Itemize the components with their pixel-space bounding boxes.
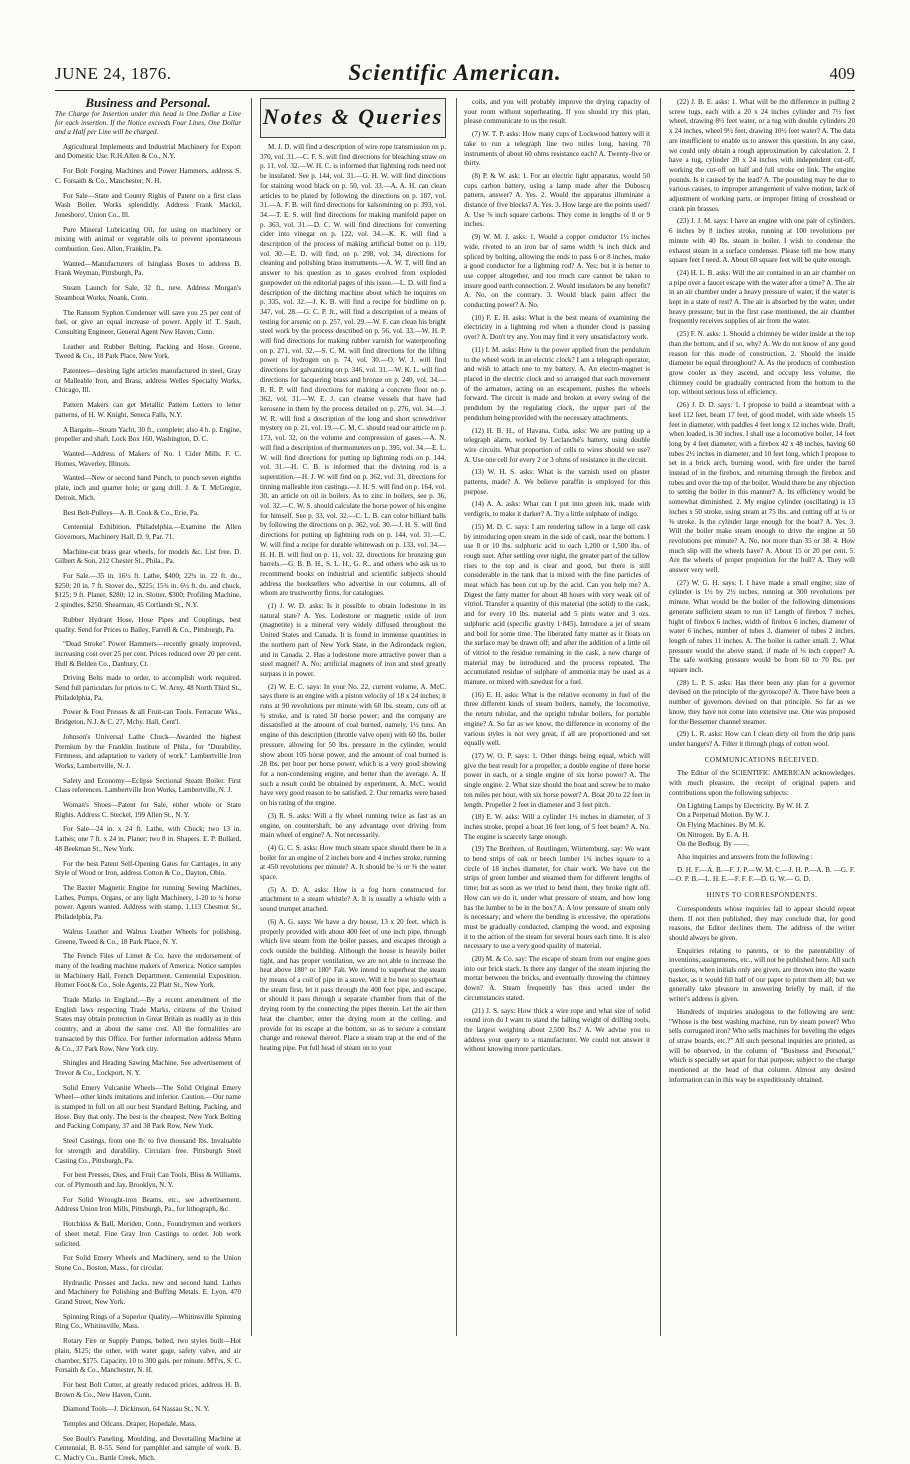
queries-column-3 bbox=[669, 98, 855, 1338]
insertion-notice: The Charge for Insertion under this head is One Dollar a Line for each insertion. If the Notice exceeds Four Lines, One Dollar and a Half per Line will be charged. bbox=[55, 109, 241, 136]
column-rule bbox=[251, 98, 252, 1336]
column-rule bbox=[660, 98, 661, 1336]
advertisement: The Ransom Syphon Condenser will save you 25 per cent of fuel, or give an equal increase of power. Apply it! T. Sault, Consulting Engineer, General Agent New Haven, Conn. bbox=[55, 308, 241, 336]
advertisement: Walrus Leather and Walrus Leather Wheels for polishing. Greene, Tweed & Co., 18 Park Place, N. Y. bbox=[55, 927, 241, 946]
newspaper-page bbox=[55, 60, 855, 1463]
advertisement: For Solid Wrought-iron Beams, etc., see advertisement. Address Union Iron Mills, Pittsburgh, Pa., for lithograph, &c. bbox=[55, 1195, 241, 1214]
advertisement: Agricultural Implements and Industrial Machinery for Export and Domestic Use. R.H.Allen & Co., N.Y. bbox=[55, 142, 241, 161]
advertisement: For Bolt Forging Machines and Power Hammers, address S. C. Forsaith & Co., Manchester, N. H. bbox=[55, 167, 241, 185]
query-entry: (21) J. S. says: How thick a wire rope and what size of solid round iron do I want to stand the falling weight of drilling tools, the largest weighing about 2,500 lbs.? A. We advise you to address your query to a manufacturer. We could not answer it without knowing more particulars. bbox=[464, 1006, 650, 1054]
business-personal-column bbox=[55, 95, 241, 1463]
notes-queries-banner: Notes & Queries bbox=[260, 98, 446, 138]
communications-intro: The Editor of the SCIENTIFIC AMERICAN acknowledges, with much pleasure, the receipt of original papers and contributions upon the following subjects: bbox=[669, 769, 855, 797]
query-entry: (17) W. O. P. says: 1. Other things being equal, which will give the best result for a propeller, a double engine of three horse power in each, or a single engine of six horse power? A. The single engine. 2. What size should the boat and screw be to make ten miles per hour, with six horse power? A. Boat 20 to 22 feet in length. Propeller 2 feet in diameter and 3 feet pitch. bbox=[464, 752, 650, 809]
advertisement: Steel Castings, from one lb. to five thousand lbs. Invaluable for strength and durability. Circulars free. Pittsburgh Steel Casting Co., Pittsburgh, Pa. bbox=[55, 1137, 241, 1165]
column-rule bbox=[456, 98, 457, 1336]
advertisement: For best Bolt Cutter, at greatly reduced prices, address H. B. Brown & Co., New Haven, Conn. bbox=[55, 1380, 241, 1399]
query-entry: coils, and you will probably improve the drying capacity of your room without superheating. If you should try this plan, please communicate to us the result. bbox=[464, 98, 650, 126]
advertisement: Safety and Economy—Eclipse Sectional Steam Boiler. First Class references. Lambertville Iron Works, Lambertville, N. J. bbox=[55, 776, 241, 795]
query-entry: (1) J. W. D. asks: Is it possible to obtain lodestone in its natural state? A. Yes. Lodestone or magnetic oxide of iron (magnetite) is a mineral very widely diffused throughout the United States and Canada. It is found in immense quantities in the northern part of New York State, in the Adirondack region, and in Canada. 2. Has a lodestone more attractive power than a steel magnet? A. No; artificial magnets of iron and steel greatly surpass it in power. bbox=[260, 602, 446, 678]
advertisement: See Boult's Paneling, Moulding, and Dovetailing Machine at Centennial, B. 8-55. Send for pamphlet and sample of work. B. C. Mach'y Co., Battle Creek, Mich. bbox=[55, 1434, 241, 1463]
queries-column-2 bbox=[464, 98, 650, 1338]
advertisement: "Dead Stroke" Power Hammers—recently greatly improved, increasing cost over 25 per cent. Prices reduced over 20 per cent. Hull & Belden Co., Danbury, Ct. bbox=[55, 640, 241, 668]
advertisement: Trade Marks in England.—By a recent amendment of the English laws respecting Trade Marks, citizens of the United States may obtain protection in Great Britain as readily as in this country, and at about the same cost. All the formalities are transacted by this Office. For further information address Munn & Co., 37 Park Row, New York city. bbox=[55, 996, 241, 1053]
query-entry: (18) E. W. asks: Will a cylinder 1½ inches in diameter, of 3 inches stroke, propel a boat 16 feet long, of 5 feet beam? A. No. The engine is scarcely large enough. bbox=[464, 813, 650, 841]
query-entry: (26) J. D. D. says: 1. I propose to build a steamboat with a keel 112 feet, beam 17 feet, of good model, with side wheels 15 feet in diameter, with paddles 4 feet long x 12 inches wide. Draft, when loaded, is 30 inches. I shall use a locomotive boiler, 14 feet long by 4 feet diameter, with a firebox 42 x 48 inches, having 60 tubes 2½ inches in diameter, and 10 feet long, which I propose to set in a brick arch, burning wood, with fire under the barrel instead of in the firebox, and returning through the firebox and tubes and over the top of the boiler. Would there be any objection to setting the boiler in this manner? A. Its efficiency would be somewhat diminished. 2. My engine cylinder (oscillating) is 13 inches x 50 stroke, using steam at 75 lbs. and cutting off at ¼ or ⅜ stroke. Is the cylinder large enough for the boat? A. Yes. 3. Will the boiler make steam enough to drive the engine at 50 revolutions per minute? A. No, not more than 35 or 38. 4. How much slip will the wheels have? A. About 15 or 20 per cent. 5. Are the wheels of proper proportion for the hull? A. They will answer very well. bbox=[669, 401, 855, 575]
advertisement: For Sale—State and County Rights of Patent on a first class Wash Boiler. Works splendidly. Address Frank Mackil, Jonesboro', Union Co., Ill. bbox=[55, 191, 241, 219]
page-number: 409 bbox=[829, 64, 855, 83]
advertisement: For the best Patent Self-Opening Gates for Carriages, in any Style of Wood or Iron, address Cotton & Co., Dayton, Ohio. bbox=[55, 859, 241, 878]
advertisement: Temples and Oilcans. Draper, Hopedale, Mass. bbox=[63, 1420, 197, 1429]
advertisement: Hydraulic Presses and Jacks, new and second hand. Lathes and Machinery for Polishing and Buffing Metals. E. Lyon, 470 Grand Street, New York. bbox=[55, 1278, 241, 1307]
advertisement: Pure Mineral Lubricating Oil, for using on machinery or mixing with animal or vegetable oils to prevent spontaneous combustion. Geo. Allen, Franklin, Pa. bbox=[55, 225, 241, 254]
query-entry: (22) J. B. E. asks: 1. What will be the difference in pulling 2 screw tugs, each with a 20 x 24 inches cylinder and 7½ feet wheel, drawing 8½ feet water, or a tug with double cylinders 20 x 24 inches, wheel 9½ feet, drawing 10½ feet water? A. The data are insufficient to enable us to answer this question. In any case, we could only obtain a rough approximation by calculation. 2. I have a tug, cylinder 20 x 24 inches with independent cut-off, working the cut-off on half and full stroke on link. The engine pounds. Is it caused by the lead? A. The pounding may be due to various causes, to improper arrangement of valve motion, lack of adjustment of working parts, or improper fitting of crosshead or crank pin brasses. bbox=[669, 98, 855, 213]
advertisement: Solid Emery Vulcanite Wheels—The Solid Original Emery Wheel—other kinds imitations and inferior. Caution.—Our name is stamped in full on all our best Standard Belting, Packing, and Hose. Buy that only. The best is the cheapest. New York Belting and Packing Company, 37 and 38 Park Row, New York. bbox=[55, 1083, 241, 1131]
query-entry: (29) L. R. asks: How can I clean dirty oil from the drip pans under hangers? A. Filter it through plugs of cotton wool. bbox=[669, 730, 855, 748]
query-entry: (25) F. N. asks: 1. Should a chimney be wider inside at the top than the bottom, and if so, why? A. We do not know of any good reason for this mode of construction. 2. Should the inside diameter be equal throughout? A. As the products of combustion grow cooler as they ascend, and occupy less volume, the chimney could be gradually contracted from the bottom to the top, without serious loss of efficiency. bbox=[669, 330, 855, 397]
query-entry: (10) F. E. H. asks: What is the best means of examining the electricity in a lightning rod when a thunder cloud is passing over? A. Don't try any. You may find it very unsatisfactory work. bbox=[464, 313, 650, 342]
hints-list bbox=[669, 905, 855, 1086]
query-entry: (19) The Brethren, of Reutlingen, Würtemburg, say: We want to bend strips of oak or beech lumber 1¾ inches square to a circle of 18 inches diameter, for chair work. We have cut the strips of green lumber and steamed them for different lengths of time; but as soon as we tried to bend them, they broke right off. How can we do it, under what pressure of steam, and how long has the lumber to be in the box? A. A low pressure of steam only is necessary; and where the bending is excessive, the operations must be gradually conducted, clamping the wood, and exposing it to the action of the steam for several hours each time. It is also necessary to use a very good quality of material. bbox=[464, 845, 650, 951]
query-list bbox=[260, 143, 446, 1054]
query-entry: (2) W. E. C. says: In your No. 22, current volume, A. McC. says there is an engine with a piston velocity of 18 x 24 inches; it runs at 90 revolutions per minute with 60 lbs. steam, cuts off at ¾ stroke, and is rated 50 horse power; and the company are dissatisfied at the amount of coal burned, namely, 1½ tuns. An engine of this description (throttle valve open) with 60 lbs. boiler pressure, allowing for 50 lbs. pressure in the cylinder, would show about 105 horse power, and the amount of coal burned is 28 lbs. per hour per horse power, which is a very good showing for a non-condensing engine, and better than the average. A. If such a result could be obtained by experiment, A. McC. would have very good reason to be satisfied. 2. Our remarks were based on his rating of the engine. bbox=[260, 682, 446, 808]
communication-item: On the Bedbug. By ——. bbox=[677, 840, 750, 849]
query-list bbox=[669, 98, 855, 750]
query-entry: (23) J. J. M. says: I have an engine with one pair of cylinders, 6 inches by 8 inches stroke, running at 100 revolutions per minute with 40 lbs. steam in boiler. I wish to condense the exhaust steam in a surface condenser. Please tell me how many square feet I need. A. About 60 square feet will be quite enough. bbox=[669, 217, 855, 265]
query-entry: (20) M. & Co. say: The escape of steam from our engine goes into our brick stack. Is there any danger of the steam injuring the mortar between the bricks, and eventually throwing the chimney down? A. Steam frequently has thus acted under the circumstances stated. bbox=[464, 955, 650, 1002]
query-entry: (7) W. T. P. asks: How many cups of Lockwood battery will it take to run a telegraph line two miles long, having 70 instruments of about 60 ohms resistance each? A. Twenty-five or thirty. bbox=[464, 130, 650, 168]
advertisement: Best Belt-Pulleys—A. B. Cook & Co., Erie, Pa. bbox=[63, 508, 199, 517]
advertisement: Machine-cut brass gear wheels, for models &c. List free. D. Gilbert & Son, 212 Chester St., Phila., Pa. bbox=[55, 547, 241, 566]
advertisement: Power & Foot Presses & all Fruit-can Tools. Ferracute Wks., Bridgeton, N.J. & C. 27, Mchy. Hall, Cent'l. bbox=[55, 708, 241, 727]
query-list bbox=[464, 98, 650, 1055]
communication-item: On Lighting Lamps by Electricity. By W. H. Z bbox=[677, 801, 809, 810]
communication-item: On Flying Machines. By M. K. bbox=[677, 820, 766, 829]
advertisement: Hotchkiss & Ball, Meriden, Conn., Foundrymen and workers of sheet metal. Fine Gray Iron Castings to order. Job work solicited. bbox=[55, 1220, 241, 1248]
communications-names: D. H. F.—A. B.—F. J. P.—W. M. C.—J. H. P.—A. B. —G. F.—O. P. B.—L. H. E.—F. F. F.—D. G. W.— G. D. bbox=[669, 865, 855, 884]
query-entry: (4) G. C. S. asks: How much steam space should there be in a boiler for an engine of 2 inches bore and 4 inches stroke, running at 450 revolutions per minute? A. It should be ¼ or ⅜ the water space. bbox=[260, 843, 446, 882]
hint-paragraph: Correspondents whose inquiries fail to appear should repeat them. If not then published, they may conclude that, for good reasons, the Editor declines them. The address of the writer should always be given. bbox=[669, 904, 855, 942]
advertisement: Wanted—Address of Makers of No. 1 Cider Mills. F. C. Homes, Waverley, Illinois. bbox=[55, 449, 241, 468]
masthead bbox=[55, 60, 855, 91]
advertisement: The French Files of Limet & Co. have the endorsement of many of the leading machine makers of America. Notice samples in Machinery Hall, French Department, Centennial Exposition. Homer Foot & Co., Sole Agents, 22 Platt St., New York. bbox=[55, 952, 241, 990]
advertisement: Rubber Hydrant Hose, Hose Pipes and Couplings, best quality. Send for Prices to Bailey, Farrell & Co., Pittsburgh, Pa. bbox=[55, 615, 241, 634]
advertisement: For Solid Emery Wheels and Machinery, send to the Union Stone Co., Boston, Mass., for circular. bbox=[55, 1254, 241, 1272]
query-entry: M. J. D. will find a description of wire rope transmission on p. 370, vol. 31.—C. F. S. will find directions for bleaching straw on p. 11, vol. 32.—W. H. C. is informed that lightning rods need not be insulated. See p. 144, vol. 31.—G. H. W. will find directions for staining wood black on p. 50, vol. 33.—A. A. H. can clean articles to be plated by following the directions on p. 187, vol. 31.—A. F. B. will find directions for kalsomining on p. 393, vol. 34.—T. E. S. will find directions for making manifold paper on p. 363, vol. 31.—D. C. W. will find directions for converting cider into vinegar on p. 122, vol. 34.—K. K. will find a description of the process of making artificial butter on p. 119, vol. 30.—E. D. will find, on p. 298, vol. 34, directions for cleaning and polishing brass instruments.—A. W. T. will find an answer to his question as to gases evolved from exploded gunpowder on the editorial pages of this issue.—L. D. will find a description of the ditching machine about which he inquires on p. 335, vol. 32.—J. K. B. will find a recipe for birdlime on p. 347, vol. 28.—G. C. P. Jr., will find a description of a means of testing for arsenic on p. 257, vol. 29.—W. F. can clean his bright steel work by the process described on p. 56, vol. 33.—W. H. P. will find directions for making rubber varnish for waterproofing on p. 271, vol. 32.—S. C. M. will find directions for the lifting power of hydrogen on p. 74, vol. 30.—O. W. J. will find directions for galvanizing on p. 346, vol. 31.—W. K. L. will find directions for lacquering brass and bronze on p. 240, vol. 34.—R. R. P. will find directions for making a concrete floor on p. 362, vol. 31.—W. E. J. can cleanse vessels that have had kerosene in them by the process detailed on p. 276, vol. 34.—J. W. R. will find a description of the long and short screwdriver mystery on p. 21, vol. 19.—C. M. C. should read our article on p. 173, vol. 32, on the volume and compression of gases.—A. N. will find a description of thermometers on p. 395, vol. 34.—E. L. W. will find directions for putting up lightning rods on p. 144, vol. 31.—H. C. B. is informed that the divining rod is a superstition.—H. J. W. will find on p. 362, vol. 31, directions for tinning malleable iron castings.—J. H. S. will find on p. 164, vol. 30, an article on oil in boilers. As to zinc in boilers, see p. 36, vol. 32.—C. W. S. should calculate the horse power of his engine for himself. See p. 33, vol. 32.—C. L. B. can color billiard balls by following the directions on p. 362, vol. 30.—J. H. S. will find directions for putting up lightning rods on p. 144, vol. 31.—C. W. will find a recipe for durable whitewash on p. 133, vol. 34.—H. H. B. will find on p. 11, vol. 32, directions for bronzing gun barrels.—G. B. B. H., S. L. H., G. R., and others who ask us to recommend books on industrial and scientific subjects should address the booksellers who advertise in our columns, all of whom are trustworthy firms, for catalogues. bbox=[260, 143, 446, 598]
advertisement: For Sale.—35 in. 16½ ft. Lathe, $400; 22¾ in. 22 ft. do., $250; 20 in. 7 ft. Stover do., $225; 15¾ in. 6¼ ft. do. and chuck, $125; 9 ft. Planer, $280; 12 in. Slotter, $300; Profiling Machine, 2 spindles, $250. Shearman, 45 Cortlandt St., N.Y. bbox=[55, 572, 241, 610]
advertisement: Centennial Exhibition, Philadelphia.—Examine the Allen Governors, Machinery Hall, D. 9, Par. 71. bbox=[55, 523, 241, 541]
advertisement: Pattern Makers can get Metallic Pattern Letters to letter patterns, of H. W. Knight, Seneca Falls, N.Y. bbox=[55, 401, 241, 419]
advertisement: Driving Belts made to order, to accomplish work required. Send full particulars for prices to C. W. Arny, 48 North Third St., Philadelphia, Pa. bbox=[55, 674, 241, 702]
query-entry: (24) H. L. B. asks: Will the air contained in an air chamber on a pipe over a faucet escape with the water after a time? A. The air in an air chamber under a heavy pressure of water, if the water is kept in a state of rest? A. The air is absorbed by the water, under heavy pressure; but in the first case mentioned, the air chamber frequently receives supplies of air from the water. bbox=[669, 268, 855, 326]
query-entry: (14) A. A. asks: What can I put into green ink, made with verdigris, to make it darker? A. Try a little sulphate of indigo. bbox=[464, 500, 650, 519]
hint-paragraph: Enquiries relating to patents, or to the patentability of inventions, assignments, etc., will not be published here. All such questions, when initials only are given, are thrown into the waste basket, as it would fill half of our paper to print them all; but we generally take pleasure in answering briefly by mail, if the writer's address is given. bbox=[669, 946, 855, 1004]
advertisement: Spinning Rings of a Superior Quality.—Whitinsville Spinning Ring Co., Whitinsville, Mass. bbox=[55, 1312, 241, 1331]
advertisement: Johnson's Universal Lathe Chuck—Awarded the highest Premium by the Franklin Institute of Phila., for "Durability, Firmness, and adaptation to variety of work." Lambertville Iron Works, Lambertville, N. J. bbox=[55, 732, 241, 770]
query-entry: (11) I. M. asks: How is the power applied from the pendulum to the wheel work in an electric clock? I am a telegraph operator, and wish to attach one to my battery. A. An electro-magnet is placed in the electric clock and so arranged that each movement of the armature, acting on an escapement, pushes the wheels forward. The circuit is made and broken at every swing of the pendulum by the regulating clock, the upper part of the pendulum being provided with the necessary attachments. bbox=[464, 345, 650, 422]
query-entry: (27) W. G. H. says: I. I have made a small engine; size of cylinder is 1½ by 2½ inches, running at 300 revolutions per minute. What would be the boiler of the following dimensions generate sufficient steam to run it? Length of firebox 7 inches, hight of firebox 6 inches, width of firebox 6 inches, diameter of water 6 inches, number of tubes 3, diameter of tubes 2 inches, length of tubes 11 inches. A. The boiler is rather small. 2. What pressure would the above stand, if made of ⅛ inch copper? A. The safe working pressure would be from 60 to 70 lbs. per square inch. bbox=[669, 578, 855, 675]
query-entry: (9) W. M. J. asks: 1. Would a copper conductor 1½ inches wide, riveted to an iron bar of same width ¼ inch thick and spliced by bolting, allowing the ends to pass 6 or 8 inches, make a good conductor for a lightning rod? A. Yes; but it is better to use copper altogether, and too much care cannot be taken to insure good earth connection. 2. Would insulators be any benefit? A. No, on the contrary. 3. Would black paint affect the conducting power? A. No. bbox=[464, 233, 650, 310]
communications-list bbox=[669, 802, 855, 851]
queries-column-1 bbox=[260, 98, 446, 1338]
publication-title: Scientific American. bbox=[348, 60, 562, 85]
query-entry: (8) P. & W. ask: 1. For an electric light apparatus, would 50 cups carbon battery, using a lamp made after the Duboscq pattern, answer? A. Yes. 2. Would the apparatus illuminate a distance of five blocks? A. Yes. 3. How large are the points used? A. Use ⅜ inch square carbons. They come in lengths of 8 or 9 inches. bbox=[464, 171, 650, 229]
advertisement-list bbox=[55, 143, 241, 1464]
query-entry: (12) H. B. H., of Havana, Cuba, asks: We are putting up a telegraph alarm, worked by Leclanché's battery, using double wire circuits. What proportion of cells to wires should we use? A. Use one cell for every 2 or 3 ohms of resistance in the circuit. bbox=[464, 426, 650, 464]
advertisement: Steam Launch for Sale, 32 ft., new. Address Morgan's Steamboat Works, Noank, Conn. bbox=[55, 284, 241, 302]
communications-also: Also inquiries and answers from the following : bbox=[677, 853, 813, 862]
query-entry: (28) L. P. S. asks: Has there been any plan for a governor devised on the principle of the gyroscope? A. There have been a number of governors devised on that principle. So far as we know, they have not come into extensive use. One was proposed for the Bessemer channel steamer. bbox=[669, 678, 855, 726]
query-entry: (15) M. D. C. says: I am rendering tallow in a large oil cask by introducing open steam in the side of cask, near the bottom. I use 8 or 10 lbs. sulphuric acid to each 1,200 or 1,500 lbs. of rough suet. After settling over night, the greater part of the tallow rises to the top and is clear and good, but there is still considerable in the tank that is mixed with the fine particles of meat which has been cut up by the acid. Can you help me? A. Digest the fatty matter for about 48 hours with very weak oil of vitriol. Transfer a quantity of this material (the solid) to the cask, and for every 10 lbs. material add 5 pints water and 3 ozs. sulphuric acid (specific gravity 1·845). Introduce a jet of steam and boil for some time. The liberated fatty matter as it floats on the surface may be drawn off; and after the addition of a little oil of vitriol to the residue remaining in the cask, a new charge of material may be introduced and the process repeated. The accumulated residue of sulphate of ammonia may be used as a manure, or mixed with sawdust for a fuel. bbox=[464, 522, 650, 687]
advertisement: The Baxter Magnetic Engine for running Sewing Machines, Lathes, Pumps, Organs, or any light Machinery, 1-20 to ¼ horse power. Agents wanted. Address with stamp, 1,113 Chestnut St., Philadelphia, Pa. bbox=[55, 884, 241, 922]
advertisement: Wanted—Manufacturers of Isinglass Boxes to address B. Frank Weyman, Pittsburgh, Pa. bbox=[55, 259, 241, 278]
query-entry: (3) R. S. asks: Will a fly wheel running twice as fast as an engine, on countershaft, be any advantage over driving from main wheel of engine? A. Not necessarily. bbox=[260, 811, 446, 840]
query-entry: (5) A. D. A. asks: How is a fog horn constructed for attachment to a steam whistle? A. It is usually a whistle with a sound trumpet attached. bbox=[260, 885, 446, 914]
business-personal-heading: Business and Personal. bbox=[85, 95, 211, 110]
advertisement: Rotary Fire or Supply Pumps, belted, two styles built—Hot plain, $125; the other, with water gage, safety valve, and air chamber, $175. Capacity, 10 to 300 gals. per minute. M'f'rs, S. C. Forsaith & Co., Manchester, N. H. bbox=[55, 1337, 241, 1375]
hints-heading: HINTS TO CORRESPONDENTS. bbox=[706, 891, 818, 900]
advertisement: For best Presses, Dies, and Fruit Can Tools, Bliss & Williams, cor. of Plymouth and Jay, Brooklyn, N. Y. bbox=[55, 1171, 241, 1189]
advertisement: Patentees—desiring light articles manufactured in steel, Gray or Malleable Iron, and Brass, address Welles Specialty Works, Chicago, Ill. bbox=[55, 367, 241, 395]
communication-item: On a Perpetual Motion. By W. J. bbox=[677, 811, 770, 820]
advertisement: Diamond Tools—J. Dickinson, 64 Nassau St., N. Y. bbox=[63, 1405, 210, 1414]
advertisement: Wanted—New or second hand Punch, to punch seven eighths plate, inch and quarter hole; or gang drill. J. & T. McGregor, Detroit, Mich. bbox=[55, 474, 241, 502]
advertisement: Woman's Shoes—Patent for Sale, either whole or State Rights. Address C. Steckel, 199 Allen St., N. Y. bbox=[55, 801, 241, 819]
advertisement: Shingles and Heading Sawing Machine. See advertisement of Trevor & Co., Lockport, N. Y. bbox=[55, 1059, 241, 1077]
communications-heading: COMMUNICATIONS RECEIVED. bbox=[704, 755, 820, 764]
query-entry: (6) A. G. says: We have a dry house, 13 x 20 feet, which is properly provided with about 400 feet of one inch pipe, through which live steam from the boiler passes, and escapes through a cock outside the building. Although the house is heavily boiler tight, and has proper ventilation, we are not able to increase the heat above 180° or 180° Fah. We intend to superheat the steam by means of a coil of pipe in a stove. Will it be best to superheat the steam first, let it pass through the 400 feet pipe, and escape, or should it pass through a separate chamber from that of the drying room by the connecting the pipes therein. Let the air then heat the chamber, enter the drying room at the ceiling, and provide for its escape at the bottom, so as to secure a constant change and renewal thereof. Place a steam trap at the end of the heating pipe. Put full head of steam on to your bbox=[260, 917, 446, 1052]
advertisement: A Bargain—Steam Yacht, 30 ft., complete; also 4 h. p. Engine, propeller and shaft. Lock Box 160, Washington, D. C. bbox=[55, 425, 241, 444]
query-entry: (13) W. H. S. asks: What is the varnish used on plaster patterns, made? A. We believe paraffin is employed for this purpose. bbox=[464, 468, 650, 496]
hint-paragraph: Hundreds of inquiries analogous to the following are sent: "Whose is the best washing machine, run by steam power? Who sells corrugated iron? Who sells machines for beveling the edges of straw boards, etc.?" All such personal inquiries are printed, as will be observed, in the column of "Business and Personal," which is specially set apart for that purpose, subject to the charge mentioned at the head of that column. Almost any desired information can in this way be expeditiously obtained. bbox=[669, 1007, 855, 1084]
advertisement: Leather and Rubber Belting, Packing and Hose. Greene, Tweed & Co., 18 Park Place, New York. bbox=[55, 342, 241, 361]
communication-item: On Nitrogen. By E. A. H. bbox=[677, 830, 750, 839]
advertisement: For Sale—24 in. x 24 ft. Lathe, with Chuck; two 13 in. Lathes; one 7 ft. x 24 in. Planer; two 8 in. Shapers. E. P. Bullard, 48 Beekman St., New York. bbox=[55, 825, 241, 853]
query-entry: (16) E. H. asks: What is the relative economy in fuel of the three different kinds of steam boilers, namely, the locomotive, the return tubular, and the upright tubular boilers, for portable engine? A. So far as we know, the difference in economy of the various styles is not very great, if all are proportioned and set equally well. bbox=[464, 690, 650, 748]
issue-date: JUNE 24, 1876. bbox=[55, 64, 172, 83]
